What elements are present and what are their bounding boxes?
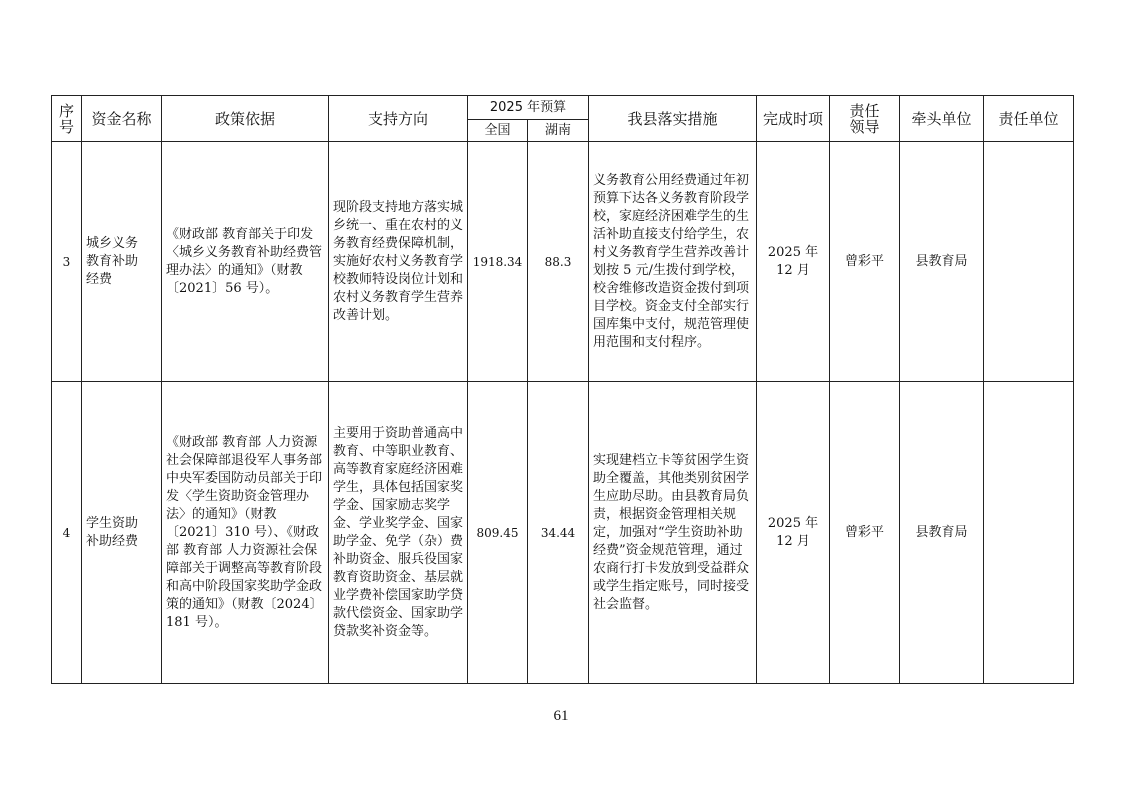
header-leader: 责任 领导 [830,96,900,142]
row-policy: 《财政部 教育部 人力资源社会保障部退役军人事务部 中央军委国防动员部关于印发〈学生资助资金管理办法〉的通知》（财教〔2021〕310 号）、《财政部 教育部 人力资源社会保障部关于调整高等教育阶段和高中阶段国家奖助学金政策的通知》（财教〔2024〕181 号）。 [162,382,329,684]
row-policy: 《财政部 教育部关于印发〈城乡义务教育补助经费管理办法〉的通知》（财教〔2021〕56 号）。 [162,142,329,382]
table-row [52,382,1074,684]
row-resp-unit [984,382,1074,684]
row-hunan: 34.44 [528,382,589,684]
row-national: 1918.34 [468,142,528,382]
header-budget: 2025 年预算 [468,96,589,120]
row-leader: 曾彩平 [830,142,900,382]
header-national: 全国 [468,120,528,142]
row-seq: 3 [52,142,82,382]
row-deadline: 2025 年 12 月 [757,142,830,382]
row-national: 809.45 [468,382,528,684]
row-seq: 4 [52,382,82,684]
header-lead-unit: 牵头单位 [900,96,984,142]
row-lead-unit: 县教育局 [900,382,984,684]
row-measures: 义务教育公用经费通过年初预算下达各义务教育阶段学校，家庭经济困难学生的生活补助直接支付给学生，农村义务教育学生营养改善计划按 5 元/生拨付到学校，校舍维修改造资金拨付到项目学校。资金支付全部实行国库集中支付，规范管理使用范围和支付程序。 [589,142,757,382]
row-direction: 现阶段支持地方落实城乡统一、重在农村的义务教育经费保障机制，实施好农村义务教育学校教师特设岗位计划和农村义务教育学生营养改善计划。 [329,142,468,382]
row-measures: 实现建档立卡等贫困学生资助全覆盖，其他类别贫困学生应助尽助。由县教育局负责，根据资金管理相关规定，加强对“学生资助补助经费”资金规范管理，通过农商行打卡发放到受益群众或学生指定账号，同时接受社会监督。 [589,382,757,684]
row-lead-unit: 县教育局 [900,142,984,382]
table-row [52,142,1074,382]
header-deadline: 完成时项 [757,96,830,142]
header-seq: 序 号 [52,96,82,142]
row-hunan: 88.3 [528,142,589,382]
row-leader: 曾彩平 [830,382,900,684]
row-fund-name: 学生资助 补助经费 [82,382,162,684]
header-policy: 政策依据 [162,96,329,142]
page-number: 61 [553,708,569,724]
funds-table [51,95,1074,684]
row-direction: 主要用于资助普通高中教育、中等职业教育、高等教育家庭经济困难学生，具体包括国家奖学金、国家励志奖学金、学业奖学金、国家助学金、免学（杂）费补助资金、服兵役国家教育资助资金、基层就业学费补偿国家助学贷款代偿资金、国家助学贷款奖补资金等。 [329,382,468,684]
header-hunan: 湖南 [528,120,589,142]
header-direction: 支持方向 [329,96,468,142]
row-deadline: 2025 年 12 月 [757,382,830,684]
header-fund-name: 资金名称 [82,96,162,142]
row-fund-name: 城乡义务 教育补助 经费 [82,142,162,382]
row-resp-unit [984,142,1074,382]
header-resp-unit: 责任单位 [984,96,1074,142]
header-measures: 我县落实措施 [589,96,757,142]
